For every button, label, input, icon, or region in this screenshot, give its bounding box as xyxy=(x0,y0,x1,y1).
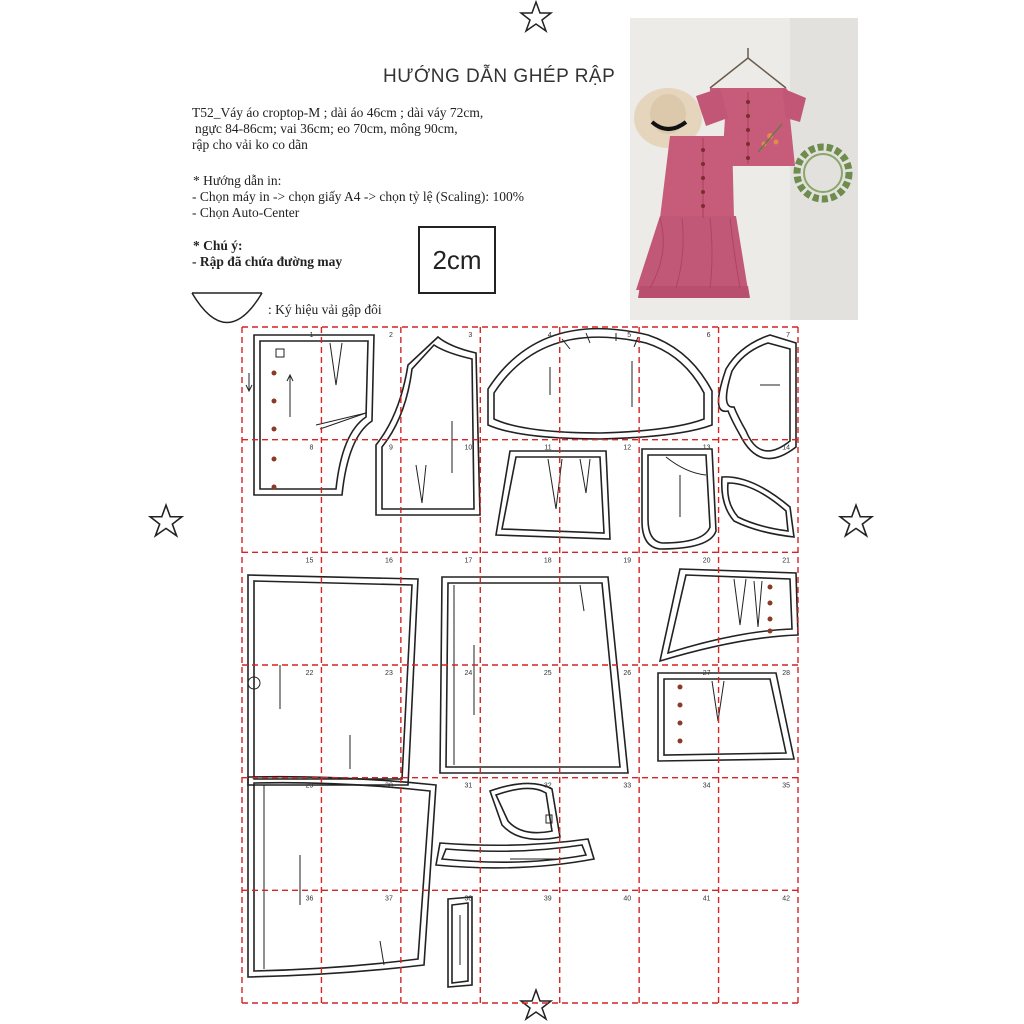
tile-number: 40 xyxy=(623,895,632,903)
tile-number: 6 xyxy=(706,332,711,339)
tile-number: 17 xyxy=(464,557,473,565)
tile-number: 34 xyxy=(702,782,711,790)
pattern-piece-sleeve xyxy=(488,329,712,439)
tile-number: 36 xyxy=(305,895,314,903)
description-line-3: rập cho vải ko co dãn xyxy=(192,137,308,152)
note-text: - Rập đã chứa đường may xyxy=(192,254,343,269)
tile-number: 39 xyxy=(543,895,552,903)
tile-number: 5 xyxy=(627,332,632,339)
tile-number: 38 xyxy=(464,895,473,903)
product-photo xyxy=(630,18,858,320)
scale-reference-box: 2cm xyxy=(418,226,496,294)
tile-number: 11 xyxy=(544,444,552,452)
tile-number: 3 xyxy=(468,332,473,339)
tile-number: 9 xyxy=(388,444,393,452)
tile-number: 10 xyxy=(464,444,473,452)
pattern-piece-front-yoke-1 xyxy=(660,569,798,661)
description-line-1: T52_Váy áo croptop-M ; dài áo 46cm ; dài váy 72cm, xyxy=(192,105,484,120)
tile-number: 28 xyxy=(782,670,790,677)
tile-number: 29 xyxy=(305,782,314,790)
tile-number: 12 xyxy=(623,444,632,452)
tile-number: 41 xyxy=(702,895,711,903)
tile-number: 31 xyxy=(464,782,473,790)
tile-number: 35 xyxy=(782,782,790,790)
tile-number: 42 xyxy=(782,895,790,903)
tile-number: 23 xyxy=(385,670,393,677)
tile-numbers xyxy=(306,332,790,902)
print-step-2: - Chọn Auto-Center xyxy=(192,205,300,220)
tile-number: 13 xyxy=(702,444,711,452)
pattern-piece-skirt-panel-1 xyxy=(248,575,418,785)
pattern-sheet xyxy=(240,325,800,1005)
fold-symbol-label: : Ký hiệu vải gập đôi xyxy=(268,302,382,317)
tile-number: 32 xyxy=(543,782,552,790)
tile-number: 22 xyxy=(305,670,314,677)
tile-number: 30 xyxy=(385,782,393,790)
tile-number: 21 xyxy=(782,557,790,565)
tile-grid xyxy=(242,327,798,1003)
pattern-piece-front-yoke-2 xyxy=(658,673,794,761)
description-line-2: ngực 84-86cm; vai 36cm; eo 70cm, mông 90cm, xyxy=(195,121,458,136)
tile-number: 8 xyxy=(309,444,314,452)
star-icon xyxy=(838,503,874,539)
pattern-piece-waistband xyxy=(436,839,594,868)
print-instructions-heading: * Hướng dẫn in: xyxy=(193,173,282,188)
tile-number: 26 xyxy=(623,670,632,677)
pattern-piece-pocket xyxy=(642,449,716,549)
tile-number: 4 xyxy=(547,332,552,339)
tile-number: 18 xyxy=(543,557,552,565)
pattern-piece-skirt-yoke xyxy=(496,451,610,539)
tile-number: 7 xyxy=(786,332,790,339)
tile-number: 20 xyxy=(702,557,711,565)
pattern-piece-collar xyxy=(490,783,560,839)
tile-number: 15 xyxy=(305,557,314,565)
tile-number: 25 xyxy=(543,670,552,677)
tile-number: 37 xyxy=(385,895,393,903)
print-step-1: - Chọn máy in -> chọn giấy A4 -> chọn tỷ lệ (Scaling): 100% xyxy=(192,189,525,204)
tile-number: 19 xyxy=(623,557,632,565)
tile-number: 24 xyxy=(464,670,473,677)
pattern-piece-back-bodice xyxy=(376,337,480,515)
pattern-piece-front-bodice xyxy=(246,335,374,495)
star-icon xyxy=(148,503,184,539)
tile-number: 16 xyxy=(385,557,393,565)
star-icon xyxy=(519,0,553,34)
tile-number: 2 xyxy=(388,332,393,339)
page-title: HƯỚNG DẪN GHÉP RẬP xyxy=(383,66,616,87)
tile-number: 33 xyxy=(623,782,632,790)
tile-number: 1 xyxy=(309,332,314,339)
pattern-piece-small-facing xyxy=(722,477,794,537)
tile-number: 14 xyxy=(782,444,790,452)
note-heading: * Chú ý: xyxy=(193,238,243,253)
tile-number: 27 xyxy=(702,670,711,677)
pattern-pieces xyxy=(246,329,798,987)
pattern-piece-loop xyxy=(448,897,472,987)
pattern-piece-skirt-panel-3 xyxy=(248,777,436,977)
